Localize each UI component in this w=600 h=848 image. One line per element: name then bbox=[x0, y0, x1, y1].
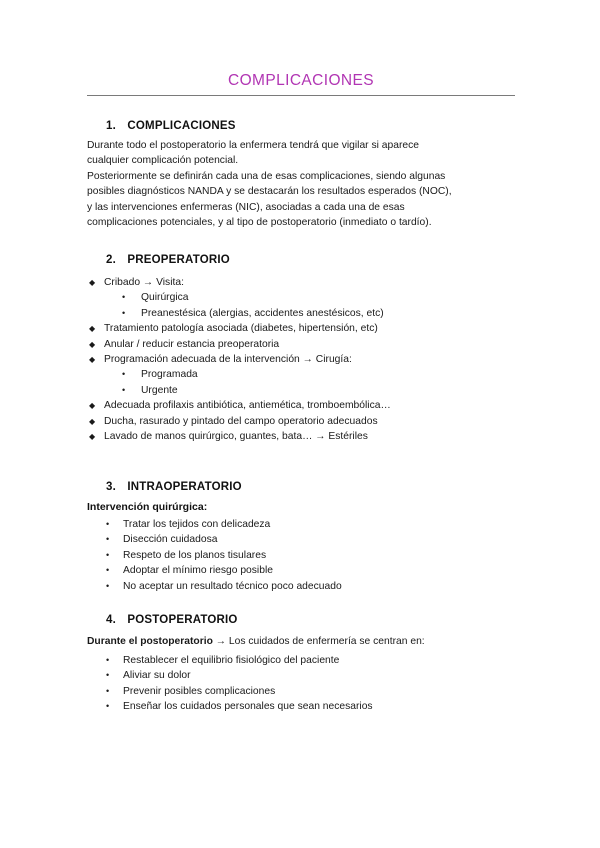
section-2-heading bbox=[106, 254, 230, 266]
document-title: COMPLICACIONES bbox=[228, 72, 374, 89]
diamond-bullet-icon: ◆ bbox=[89, 354, 96, 364]
section-1-title: COMPLICACIONES bbox=[127, 120, 236, 132]
round-bullet-icon: • bbox=[106, 701, 110, 712]
list-item: • Tratar los tejidos con delicadeza bbox=[0, 517, 600, 532]
section-3-title: INTRAOPERATORIO bbox=[127, 481, 242, 493]
lead-bold: Durante el postoperatorio bbox=[87, 636, 213, 647]
postoperatorio-list bbox=[0, 653, 600, 715]
intraoperatorio-sublabel: Intervención quirúrgica: bbox=[87, 501, 208, 513]
preoperatorio-list bbox=[0, 275, 600, 444]
section-4-heading bbox=[106, 614, 238, 626]
diamond-bullet-icon: ◆ bbox=[89, 416, 96, 426]
round-bullet-icon: • bbox=[106, 519, 110, 529]
list-item: ◆ Adecuada profilaxis antibiótica, antiemética, tromboembólica… bbox=[0, 398, 600, 413]
round-bullet-icon: • bbox=[106, 565, 110, 576]
round-bullet-icon: • bbox=[122, 307, 126, 318]
list-item: ◆ Tratamiento patología asociada (diabetes, hipertensión, etc) bbox=[0, 321, 600, 336]
list-item: • Adoptar el mínimo riesgo posible bbox=[0, 563, 600, 578]
paragraph-line: posibles diagnósticos NANDA y se destacarán los resultados esperados (NOC), bbox=[87, 186, 452, 198]
section-1-number: 1. bbox=[106, 120, 116, 132]
list-item: • No aceptar un resultado técnico poco adecuado bbox=[0, 579, 600, 594]
section-2-title: PREOPERATORIO bbox=[127, 254, 230, 266]
section-4-title: POSTOPERATORIO bbox=[127, 614, 238, 626]
list-item: • Enseñar los cuidados personales que sean necesarios bbox=[0, 699, 600, 714]
list-item: ◆ Programación adecuada de la intervención → Cirugía: bbox=[0, 352, 600, 367]
list-item: • Preanestésica (alergias, accidentes anestésicos, etc) bbox=[0, 306, 600, 321]
round-bullet-icon: • bbox=[122, 369, 126, 380]
diamond-bullet-icon: ◆ bbox=[89, 278, 96, 287]
list-item: • Disección cuidadosa bbox=[0, 532, 600, 547]
list-item: • Restablecer el equilibrio fisiológico del paciente bbox=[0, 653, 600, 668]
section-4-number: 4. bbox=[106, 614, 116, 626]
diamond-bullet-icon: ◆ bbox=[89, 401, 96, 411]
round-bullet-icon: • bbox=[122, 384, 126, 395]
paragraph-line: cualquier complicación potencial. bbox=[87, 155, 239, 167]
round-bullet-icon: • bbox=[106, 670, 110, 681]
list-item: • Programada bbox=[0, 367, 600, 382]
list-item: ◆ Cribado → Visita: bbox=[0, 275, 600, 290]
paragraph-line: y las intervenciones enfermeras (NIC), asociadas a cada una de esas bbox=[87, 201, 405, 213]
postoperatorio-lead bbox=[87, 636, 425, 647]
list-item: • Quirúrgica bbox=[0, 290, 600, 305]
round-bullet-icon: • bbox=[106, 549, 110, 560]
diamond-bullet-icon: ◆ bbox=[89, 339, 96, 349]
list-item: • Respeto de los planos tisulares bbox=[0, 548, 600, 563]
paragraph-line: Durante todo el postoperatorio la enfermera tendrá que vigilar si aparece bbox=[87, 140, 419, 151]
list-item: • Aliviar su dolor bbox=[0, 668, 600, 683]
section-3-number: 3. bbox=[106, 481, 116, 493]
list-item: ◆ Anular / reducir estancia preoperatoria bbox=[0, 337, 600, 352]
paragraph-line: Posteriormente se definirán cada una de esas complicaciones, siendo algunas bbox=[87, 170, 446, 182]
intraoperatorio-list bbox=[0, 517, 600, 594]
section-1-paragraph bbox=[87, 138, 517, 230]
diamond-bullet-icon: ◆ bbox=[89, 324, 96, 334]
round-bullet-icon: • bbox=[122, 292, 126, 303]
round-bullet-icon: • bbox=[106, 580, 110, 591]
list-item: ◆ Ducha, rasurado y pintado del campo operatorio adecuados bbox=[0, 414, 600, 429]
lead-rest: → Los cuidados de enfermería se centran en: bbox=[212, 636, 425, 647]
round-bullet-icon: • bbox=[106, 655, 110, 665]
section-3-heading bbox=[106, 481, 242, 493]
list-item: ◆ Lavado de manos quirúrgico, guantes, bata… → Estériles bbox=[0, 429, 600, 444]
diamond-bullet-icon: ◆ bbox=[89, 431, 96, 441]
section-2-number: 2. bbox=[106, 254, 116, 266]
paragraph-line: complicaciones potenciales, y al tipo de postoperatorio (inmediato o tardío). bbox=[87, 217, 432, 229]
list-item: • Urgente bbox=[0, 383, 600, 398]
section-1-heading bbox=[106, 120, 236, 132]
round-bullet-icon: • bbox=[106, 534, 110, 545]
list-item: • Prevenir posibles complicaciones bbox=[0, 684, 600, 699]
round-bullet-icon: • bbox=[106, 685, 110, 696]
title-divider bbox=[87, 95, 515, 96]
